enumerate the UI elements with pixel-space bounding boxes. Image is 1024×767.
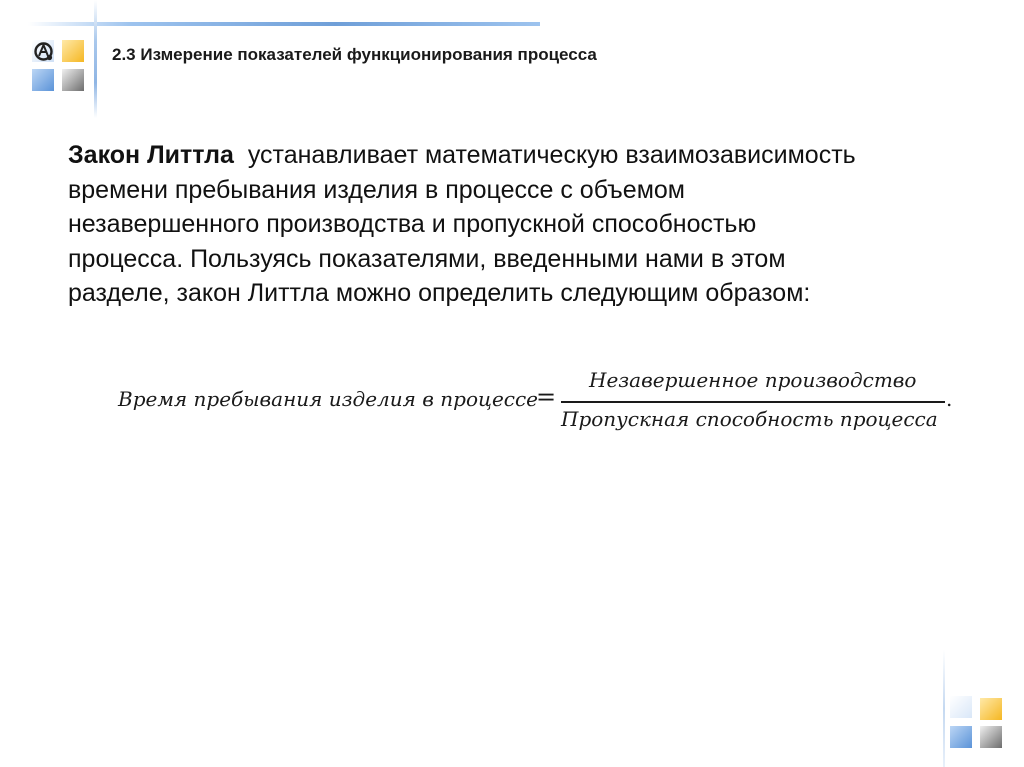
corner-square-yellow [980, 698, 1002, 720]
body-line-1: устанавливает математическую взаимозависимость [247, 141, 856, 169]
slide-title: 2.3 Измерение показателей функционирования процесса [112, 45, 597, 64]
formula-equals: = [536, 383, 557, 411]
corner-square-blue [950, 726, 972, 748]
formula-numerator: Незавершенное производство [589, 368, 917, 392]
bottom-accent-line [943, 650, 945, 767]
logo-square-yellow [62, 40, 84, 62]
body-line-5: разделе, закон Литтла можно определить следующим образом: [68, 279, 811, 307]
accent-horizontal-line [28, 22, 540, 26]
body-line-3: незавершенного производства и пропускной способностью [68, 210, 757, 238]
formula-fraction [561, 368, 945, 434]
logo-square-gray [62, 69, 84, 91]
logo-emblem-icon [33, 41, 54, 62]
body-paragraph [68, 138, 968, 311]
fraction-bar [561, 401, 945, 403]
formula-lhs: Время пребывания изделия в процессе [118, 387, 539, 411]
corner-square-white [950, 696, 972, 718]
university-logo-icon [32, 40, 88, 92]
corner-square-gray [980, 726, 1002, 748]
body-line-2: времени пребывания изделия в процессе с объемом [68, 175, 685, 204]
body-line-4: процесса. Пользуясь показателями, введенными нами в этом [68, 244, 786, 273]
formula-period: . [946, 387, 953, 411]
logo-square-blue [32, 69, 54, 91]
accent-vertical-line [94, 0, 97, 118]
term-little-law: Закон Литтла [68, 141, 234, 169]
little-law-formula [118, 368, 958, 438]
decorative-squares-icon [950, 696, 1006, 752]
formula-denominator: Пропускная способность процесса [561, 407, 938, 431]
